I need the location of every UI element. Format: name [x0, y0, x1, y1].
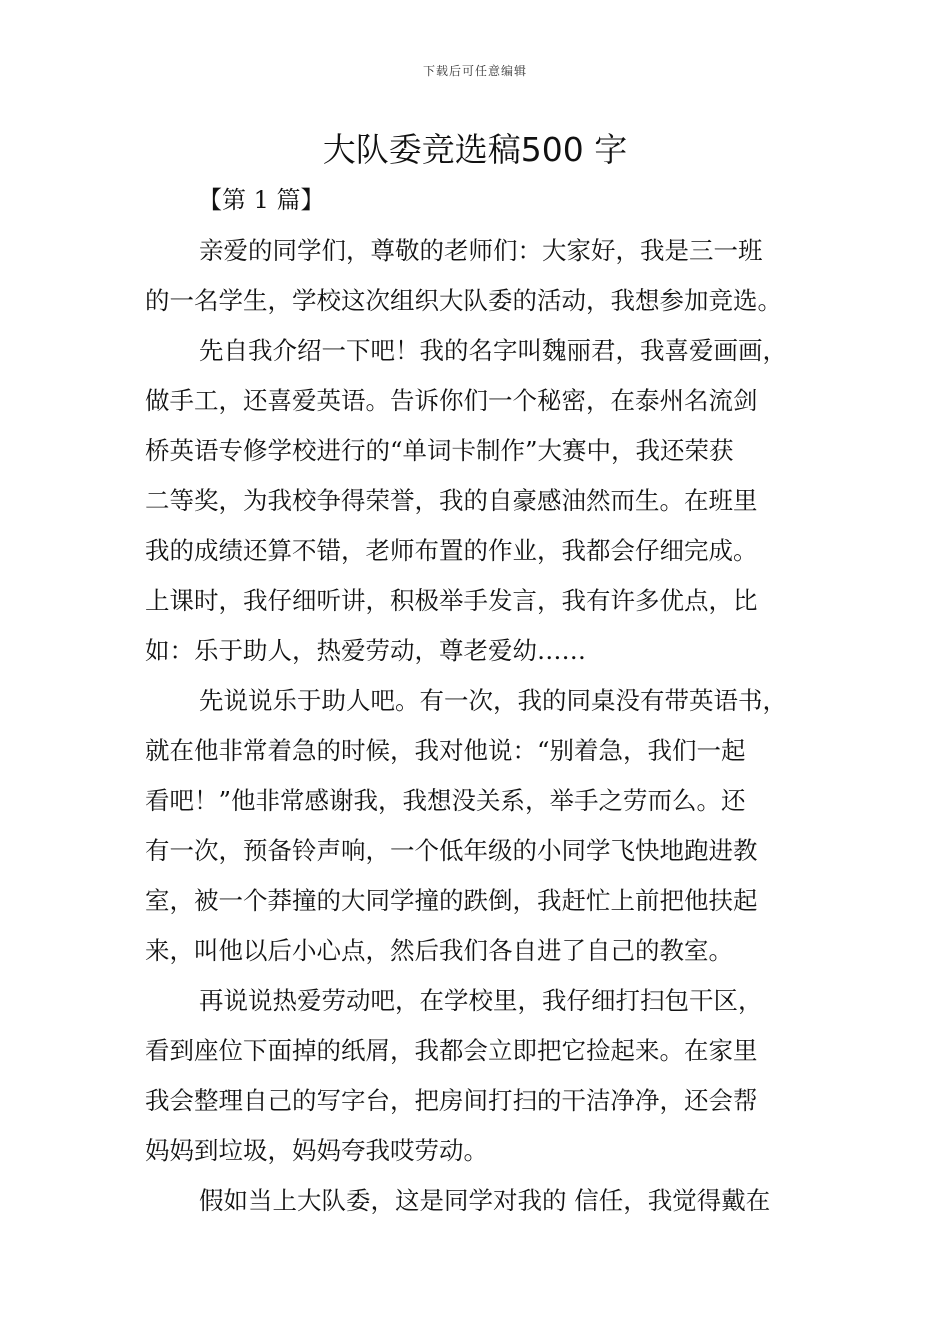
page-title: 大队委竞选稿500 字 [322, 130, 628, 169]
paragraph-5 [145, 1176, 825, 1226]
text-line: 做手工，还喜爱英语。告诉你们一个秘密，在泰州名流剑 [145, 386, 758, 415]
paragraph-4 [145, 976, 825, 1176]
text-line: 看到座位下面掉的纸屑，我都会立即把它捡起来。在家里 [145, 1036, 758, 1065]
text-line: 就在他非常着急的时候，我对他说：“别着急，我们一起 [145, 736, 746, 765]
section-label: 【第 1 篇】 [198, 186, 325, 214]
body-text [145, 226, 825, 1226]
text-line: 我会整理自己的写字台，把房间打扫的干洁净净，还会帮 [145, 1086, 758, 1115]
text-line: 先自我介绍一下吧！我的名字叫魏丽君，我喜爱画画， [199, 336, 787, 365]
text-line: 室，被一个莽撞的大同学撞的跌倒，我赶忙上前把他扶起 [145, 886, 758, 915]
text-line: 上课时，我仔细听讲，积极举手发言，我有许多优点，比 [145, 586, 758, 615]
text-line: 我的成绩还算不错，老师布置的作业，我都会仔细完成。 [145, 536, 758, 565]
text-line: 有一次，预备铃声响，一个低年级的小同学飞快地跑进教 [145, 836, 758, 865]
text-line: 先说说乐于助人吧。有一次，我的同桌没有带英语书， [199, 686, 787, 715]
text-line: 亲爱的同学们，尊敬的老师们：大家好，我是三一班 [199, 236, 763, 265]
header-note: 下载后可任意编辑 [422, 64, 527, 78]
text-line: 如：乐于助人，热爱劳动，尊老爱幼…… [145, 636, 586, 665]
text-line: 再说说热爱劳动吧，在学校里，我仔细打扫包干区， [199, 986, 763, 1015]
text-line: 二等奖，为我校争得荣誉，我的自豪感油然而生。在班里 [145, 486, 758, 515]
text-line: 假如当上大队委，这是同学对我的 信任，我觉得戴在 [199, 1186, 771, 1215]
paragraph-2 [145, 326, 825, 676]
text-line: 桥英语专修学校进行的“单词卡制作”大赛中，我还荣获 [145, 436, 734, 465]
text-line: 来，叫他以后小心点，然后我们各自进了自己的教室。 [145, 936, 733, 965]
text-line: 看吧！”他非常感谢我，我想没关系，举手之劳而么。还 [145, 786, 746, 815]
text-line: 妈妈到垃圾，妈妈夸我哎劳动。 [145, 1136, 488, 1165]
paragraph-3 [145, 676, 825, 976]
text-line: 的一名学生，学校这次组织大队委的活动，我想参加竞选。 [145, 286, 782, 315]
paragraph-1 [145, 226, 825, 326]
